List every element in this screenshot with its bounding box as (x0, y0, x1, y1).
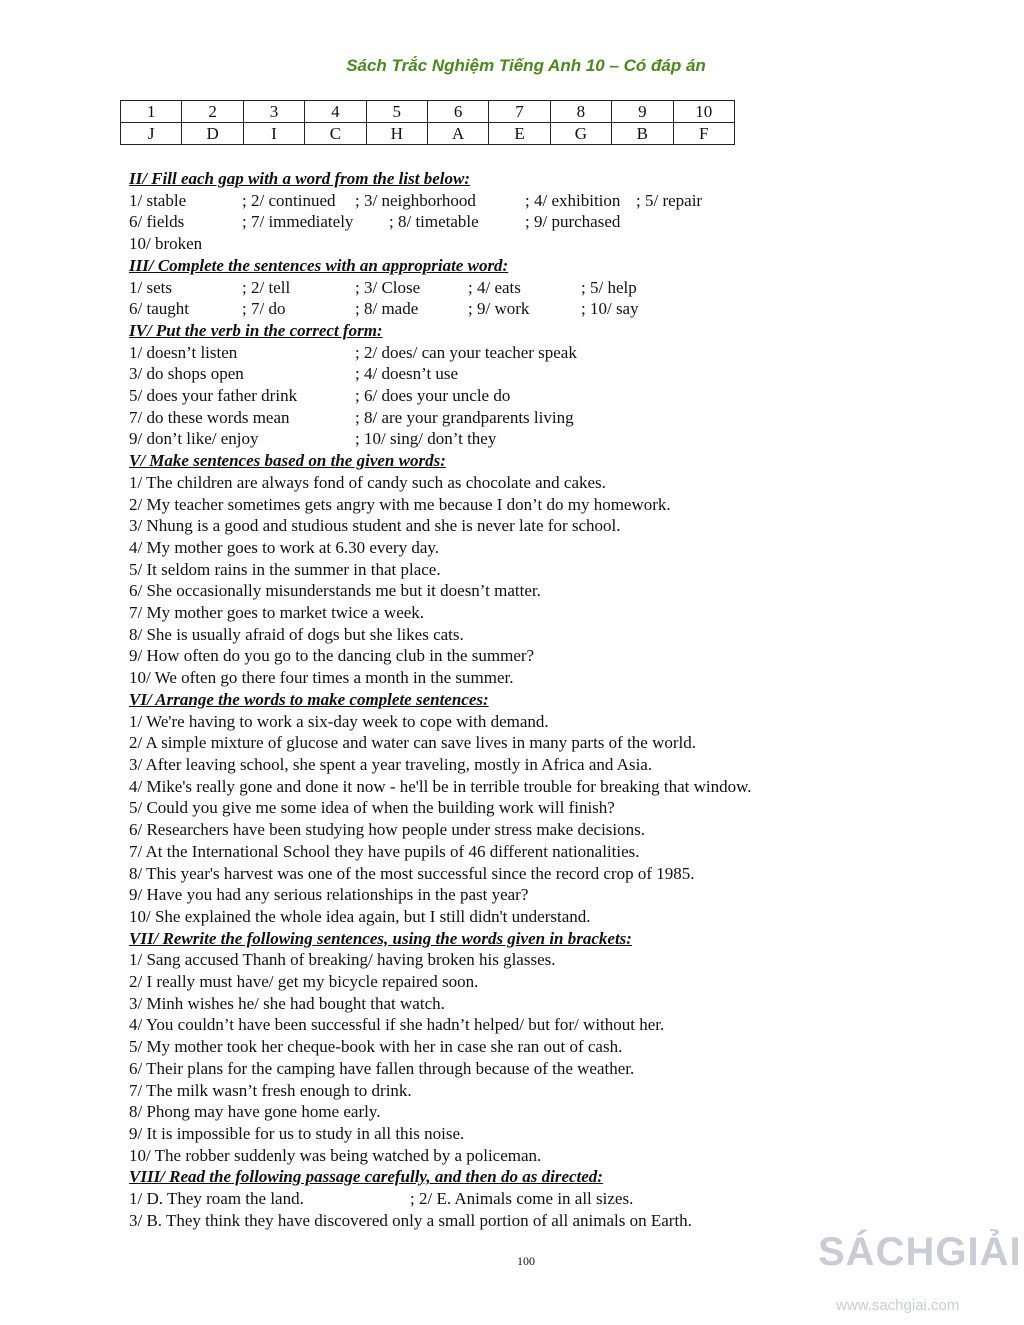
key-number: 3 (243, 101, 304, 123)
key-number: 1 (121, 101, 182, 123)
answer-line: 6/ Their plans for the camping have fallen through because of the weather. (129, 1058, 635, 1078)
answer-line: 9/ How often do you go to the dancing club in the summer? (129, 646, 535, 666)
answer-line: 6/ She occasionally misunderstands me but it doesn’t matter. (129, 581, 541, 601)
key-letter: H (366, 123, 427, 145)
answer-line: 3/ After leaving school, she spent a year traveling, mostly in Africa and Asia. (129, 754, 653, 774)
answer-item: 3/ do shops open (129, 364, 244, 384)
key-number: 5 (366, 101, 427, 123)
answer-line: 4/ You couldn’t have been successful if she hadn’t helped/ but for/ without her. (129, 1015, 665, 1035)
section-2-line (129, 233, 1009, 255)
answer-line: 3/ B. They think they have discovered only a small portion of all animals on Earth. (129, 1210, 692, 1230)
answer-item: ; 5/ help (581, 277, 637, 297)
answer-line: 5/ It seldom rains in the summer in that place. (129, 559, 441, 579)
watermark-logo: SÁCHGIẢI (818, 1230, 1022, 1274)
answer-item: ; 7/ do (242, 299, 286, 319)
key-number: 6 (427, 101, 488, 123)
section-4-line (129, 428, 1009, 450)
answer-line: 1/ The children are always fond of candy such as chocolate and cakes. (129, 472, 606, 492)
answer-line: 10/ The robber suddenly was being watched by a policeman. (129, 1145, 542, 1165)
section-4-line (129, 385, 1009, 407)
section-4-line (129, 363, 1009, 385)
key-letter: D (182, 123, 243, 145)
watermark-url: www.sachgiai.com (836, 1297, 960, 1314)
answer-line: 5/ Could you give me some idea of when the building work will finish? (129, 798, 615, 818)
answer-line: 2/ I really must have/ get my bicycle repaired soon. (129, 972, 479, 992)
section-6-title: VI/ Arrange the words to make complete sentences: (129, 689, 489, 709)
key-letter: C (305, 123, 366, 145)
answer-item: ; 4/ exhibition (525, 190, 621, 210)
answer-item: ; 5/ repair (636, 190, 703, 210)
key-letter: I (243, 123, 304, 145)
answer-item: 1/ doesn’t listen (129, 342, 238, 362)
answer-item: ; 10/ sing/ don’t they (355, 429, 497, 449)
answer-item: ; 8/ timetable (389, 212, 479, 232)
page-number: 100 (517, 1254, 535, 1268)
section-3-line (129, 298, 1009, 320)
answer-item: 5/ does your father drink (129, 386, 298, 406)
answer-item: 1/ sets (129, 277, 172, 297)
answer-line: 2/ My teacher sometimes gets angry with me because I don’t do my homework. (129, 494, 671, 514)
section-2-title: II/ Fill each gap with a word from the list below: (129, 169, 470, 188)
section-7-title: VII/ Rewrite the following sentences, using the words given in brackets: (129, 928, 632, 948)
key-letter: E (489, 123, 550, 145)
answer-item: ; 2/ E. Animals come in all sizes. (410, 1189, 634, 1209)
answer-line: 3/ Minh wishes he/ she had bought that watch. (129, 993, 445, 1013)
answer-item: ; 4/ doesn’t use (355, 364, 459, 384)
answer-item: ; 4/ eats (468, 277, 521, 297)
answer-item: ; 2/ continued (242, 190, 336, 210)
key-number: 9 (612, 101, 673, 123)
answer-item: 10/ broken (129, 234, 203, 254)
key-letter: B (612, 123, 673, 145)
key-number: 10 (673, 101, 734, 123)
answer-line: 8/ She is usually afraid of dogs but she likes cats. (129, 624, 464, 644)
answer-content (129, 168, 1009, 1231)
key-number: 2 (182, 101, 243, 123)
section-8-title: VIII/ Read the following passage carefully, and then do as directed: (129, 1167, 603, 1187)
key-number: 7 (489, 101, 550, 123)
answer-item: ; 3/ Close (355, 277, 421, 297)
answer-line: 1/ Sang accused Thanh of breaking/ having broken his glasses. (129, 950, 556, 970)
answer-line: 9/ Have you had any serious relationships in the past year? (129, 885, 529, 905)
answer-item: ; 8/ are your grandparents living (355, 407, 574, 427)
section-5-title: V/ Make sentences based on the given words: (129, 451, 446, 471)
answer-line: 10/ We often go there four times a month in the summer. (129, 668, 514, 688)
key-number: 4 (305, 101, 366, 123)
answer-line: 7/ My mother goes to market twice a week. (129, 603, 425, 623)
key-letter: J (121, 123, 182, 145)
section-3-line (129, 277, 1009, 299)
answer-line: 4/ My mother goes to work at 6.30 every day. (129, 537, 440, 557)
section-4-title: IV/ Put the verb in the correct form: (129, 320, 383, 340)
answer-item: 6/ fields (129, 212, 185, 232)
key-letter: A (427, 123, 488, 145)
answer-key-table (120, 100, 735, 145)
key-letter: G (550, 123, 611, 145)
answer-item: ; 6/ does your uncle do (355, 386, 511, 406)
answer-line: 9/ It is impossible for us to study in all this noise. (129, 1123, 465, 1143)
answer-line: 7/ At the International School they have pupils of 46 different nationalities. (129, 841, 640, 861)
answer-line: 3/ Nhung is a good and studious student and she is never late for school. (129, 516, 621, 536)
answer-key-numbers-row (121, 101, 735, 123)
answer-item: 7/ do these words mean (129, 407, 290, 427)
answer-item: ; 10/ say (581, 299, 639, 319)
answer-line: 10/ She explained the whole idea again, but I still didn't understand. (129, 906, 591, 926)
answer-line: 8/ Phong may have gone home early. (129, 1102, 381, 1122)
answer-key-letters-row (121, 123, 735, 145)
page-header-title: Sách Trắc Nghiệm Tiếng Anh 10 – Có đáp án (346, 56, 706, 75)
section-4-line (129, 407, 1009, 429)
answer-line: 2/ A simple mixture of glucose and water can save lives in many parts of the world. (129, 733, 697, 753)
key-letter: F (673, 123, 734, 145)
answer-item: ; 8/ made (355, 299, 419, 319)
section-3-title: III/ Complete the sentences with an appropriate word: (129, 255, 509, 275)
answer-item: 6/ taught (129, 299, 189, 319)
answer-item: ; 7/ immediately (242, 212, 354, 232)
section-2-line (129, 190, 1009, 212)
answer-item: ; 2/ does/ can your teacher speak (355, 342, 577, 362)
answer-item: ; 3/ neighborhood (355, 190, 476, 210)
answer-item: ; 9/ work (468, 299, 530, 319)
answer-item: 1/ stable (129, 190, 187, 210)
answer-line: 1/ We're having to work a six-day week to cope with demand. (129, 711, 549, 731)
answer-line: 7/ The milk wasn’t fresh enough to drink. (129, 1080, 412, 1100)
answer-line: 8/ This year's harvest was one of the most successful since the record crop of 1985. (129, 863, 695, 883)
key-number: 8 (550, 101, 611, 123)
answer-line: 6/ Researchers have been studying how people under stress make decisions. (129, 820, 645, 840)
section-2-line (129, 211, 1009, 233)
answer-item: ; 9/ purchased (525, 212, 621, 232)
answer-item: ; 2/ tell (242, 277, 291, 297)
answer-item: 1/ D. They roam the land. (129, 1189, 304, 1209)
answer-item: 9/ don’t like/ enjoy (129, 429, 259, 449)
section-4-line (129, 342, 1009, 364)
section-8-line (129, 1188, 1009, 1210)
answer-line: 5/ My mother took her cheque-book with her in case she ran out of cash. (129, 1037, 623, 1057)
answer-line: 4/ Mike's really gone and done it now - he'll be in terrible trouble for breaking that window. (129, 776, 752, 796)
